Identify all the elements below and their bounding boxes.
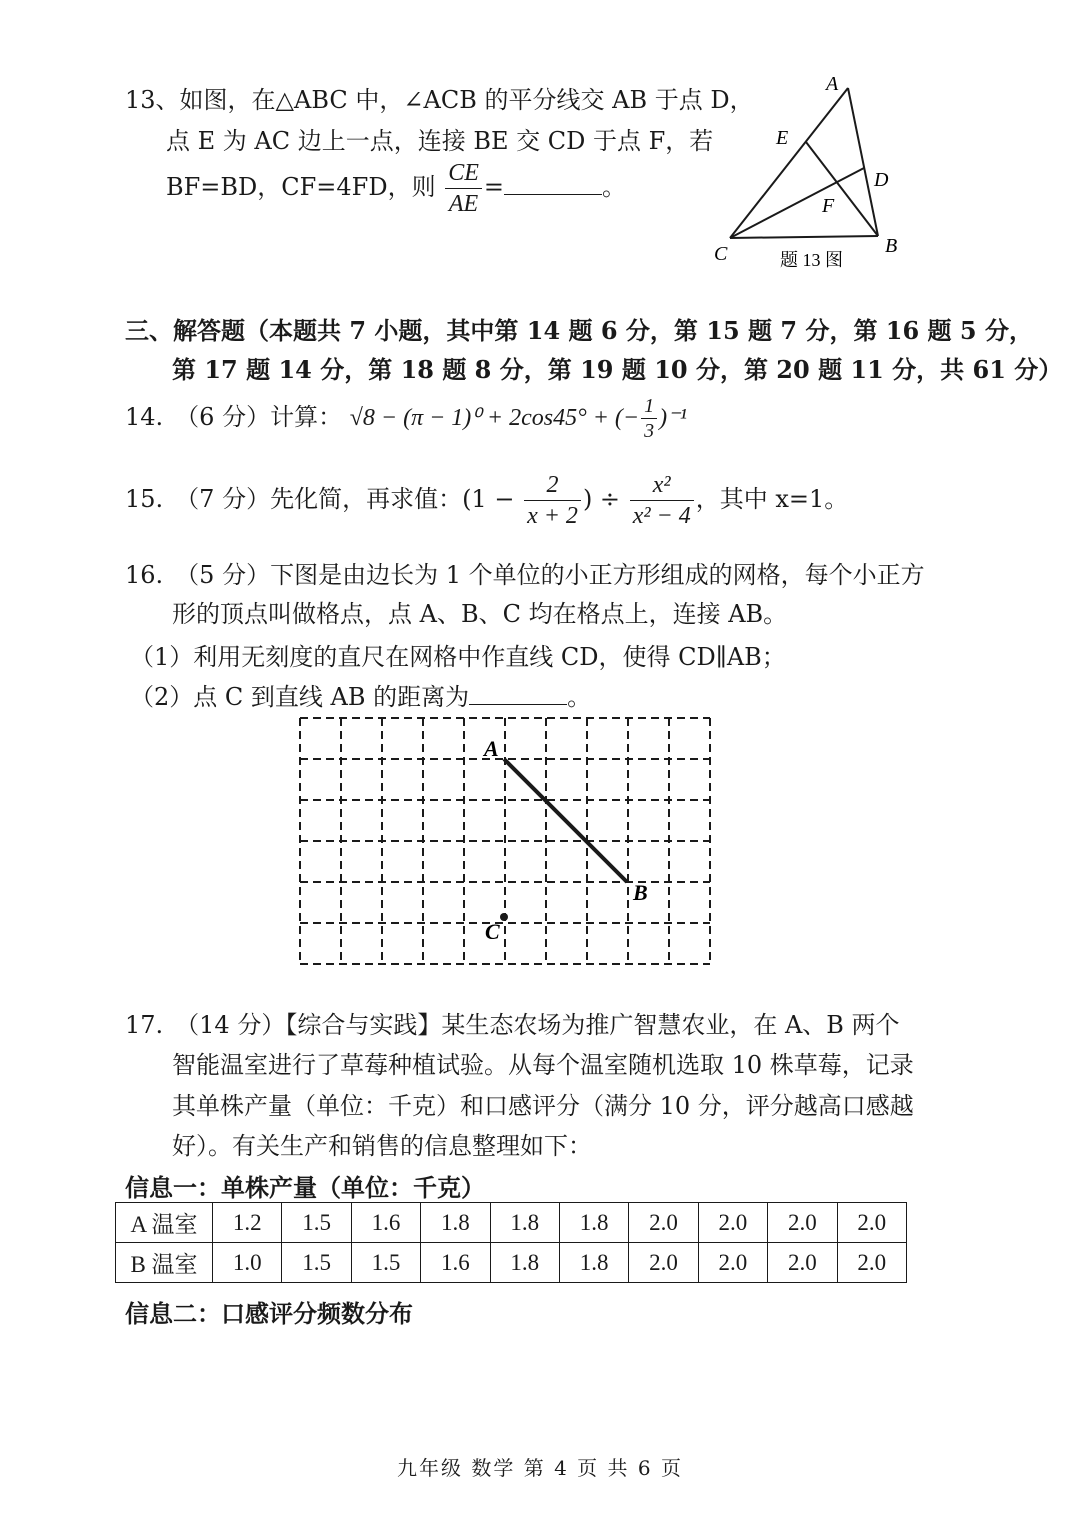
q16-answer-blank[interactable] xyxy=(469,680,567,705)
q13-triangle-figure xyxy=(700,70,920,280)
q15-suffix: ，其中 x=1。 xyxy=(695,485,849,513)
q16-subquestion1: （1）利用无刻度的直尺在网格中作直线 CD，使得 CD∥AB； xyxy=(130,643,786,671)
q16-subquestion2-end: 。 xyxy=(567,683,592,711)
table-cell: 1.8 xyxy=(559,1203,628,1243)
q13-answer-blank[interactable] xyxy=(504,170,602,195)
q13-equals: = xyxy=(483,173,504,201)
table-cell: 1.6 xyxy=(421,1243,490,1283)
table-cell: 1.0 xyxy=(213,1243,282,1283)
q13-ratio-numerator: CE xyxy=(445,158,482,189)
q13-line3 xyxy=(166,158,626,219)
table-cell: B 温室 xyxy=(116,1243,213,1283)
segment-cb xyxy=(730,236,878,238)
table-cell: 1.5 xyxy=(282,1203,351,1243)
q13-ratio-denominator: AE xyxy=(448,191,479,217)
q13-ratio-fraction xyxy=(445,158,482,219)
q17-line3: 其单株产量（单位：千克）和口感评分（满分 10 分，评分越高口感越 xyxy=(172,1092,914,1120)
table-cell: 1.8 xyxy=(490,1203,559,1243)
table-cell: 1.5 xyxy=(282,1243,351,1283)
q14-prefix: 14. （6 分）计算： xyxy=(125,403,343,431)
q15-divide: ) ÷ xyxy=(582,485,621,513)
q14-fraction xyxy=(641,394,657,443)
q14-line xyxy=(125,394,687,443)
q14-expression-part1: √8 − (π − 1)⁰ + 2cos45° + (− xyxy=(349,405,640,431)
q13-text-line2: 点 E 为 AC 边上一点，连接 BE 交 CD 于点 F，若 xyxy=(166,127,714,155)
table-cell: 2.0 xyxy=(629,1203,698,1243)
table-cell: 1.8 xyxy=(559,1243,628,1283)
section3-header-line1: 三、解答题（本题共 7 小题，其中第 14 题 6 分，第 15 题 7 分，第 16 题 5 分， xyxy=(125,316,1033,345)
q13-condition: BF=BD，CF=4FD，则 xyxy=(166,173,436,201)
q15-line xyxy=(125,470,848,531)
q17-info2-heading: 信息二：口感评分频数分布 xyxy=(125,1299,413,1328)
q15-fraction1 xyxy=(524,470,581,531)
q16-line1: 16. （5 分）下图是由边长为 1 个单位的小正方形组成的网格，每个小正方 xyxy=(125,561,925,589)
point-c xyxy=(500,913,508,921)
q13-period: 。 xyxy=(602,173,626,201)
table-cell: 1.5 xyxy=(351,1243,420,1283)
segment-be xyxy=(806,142,878,236)
q17-line1: 17. （14 分）【综合与实践】某生态农场为推广智慧农业，在 A、B 两个 xyxy=(125,1011,900,1039)
page-footer: 九年级 数学 第 4 页 共 6 页 xyxy=(397,1456,683,1480)
label-b: B xyxy=(885,235,898,257)
table-cell: 1.8 xyxy=(490,1243,559,1283)
q14-expression-part2: )⁻¹ xyxy=(659,405,687,431)
q16-subquestion2-text: （2）点 C 到直线 AB 的距离为 xyxy=(130,683,470,711)
q15-fraction2-denominator: x² − 4 xyxy=(632,503,691,529)
label-a: A xyxy=(826,73,839,95)
segment-ab xyxy=(848,88,878,236)
table-row xyxy=(116,1243,907,1283)
q16-subquestion2 xyxy=(130,677,591,712)
grid-label-a: A xyxy=(484,736,499,761)
q14-fraction-denominator: 3 xyxy=(644,420,655,442)
q16-line2: 形的顶点叫做格点，点 A、B、C 均在格点上，连接 AB。 xyxy=(172,600,788,628)
q13-text-line1: 如图，在△ABC 中，∠ACB 的平分线交 AB 于点 D， xyxy=(179,86,754,114)
table-cell: 1.6 xyxy=(351,1203,420,1243)
q15-fraction2 xyxy=(630,470,694,531)
table-cell: 1.2 xyxy=(213,1203,282,1243)
q16-grid-figure xyxy=(290,710,730,970)
segment-cd xyxy=(730,168,864,238)
label-e: E xyxy=(776,127,789,149)
label-d: D xyxy=(874,169,889,191)
q15-fraction1-numerator: 2 xyxy=(524,470,581,501)
section3-header-line2: 第 17 题 14 分，第 18 题 8 分，第 19 题 10 分，第 20 题 11 分，共 61 分） xyxy=(172,355,1063,384)
table-cell: 2.0 xyxy=(629,1243,698,1283)
q14-fraction-numerator: 1 xyxy=(641,394,657,419)
table-cell: 2.0 xyxy=(768,1203,837,1243)
segment-ab-grid xyxy=(504,759,627,882)
table-cell: 2.0 xyxy=(837,1203,906,1243)
grid-label-c: C xyxy=(485,919,500,944)
q15-fraction2-numerator: x² xyxy=(630,470,694,501)
table-cell: 2.0 xyxy=(837,1243,906,1283)
q17-info1-heading: 信息一：单株产量（单位：千克） xyxy=(125,1173,485,1202)
q17-line2: 智能温室进行了草莓种植试验。从每个温室随机选取 10 株草莓，记录 xyxy=(172,1051,914,1079)
table-cell: 2.0 xyxy=(698,1203,767,1243)
q15-fraction1-denominator: x + 2 xyxy=(527,503,578,529)
table-cell: 2.0 xyxy=(768,1243,837,1283)
table-cell: 2.0 xyxy=(698,1243,767,1283)
q17-line4: 好）。有关生产和销售的信息整理如下： xyxy=(172,1132,592,1160)
table-cell: A 温室 xyxy=(116,1203,213,1243)
table-cell: 1.8 xyxy=(421,1203,490,1243)
label-f: F xyxy=(822,195,835,217)
q15-prefix: 15. （7 分）先化简，再求值：(1 − xyxy=(125,485,515,513)
grid-label-b: B xyxy=(633,880,648,905)
yield-table xyxy=(115,1202,907,1283)
q13-number: 13、 xyxy=(125,86,180,114)
grid-lines xyxy=(300,718,710,964)
table-row xyxy=(116,1203,907,1243)
q13-line1 xyxy=(125,80,754,115)
figure-caption: 题 13 图 xyxy=(780,250,843,270)
label-c: C xyxy=(714,243,728,265)
